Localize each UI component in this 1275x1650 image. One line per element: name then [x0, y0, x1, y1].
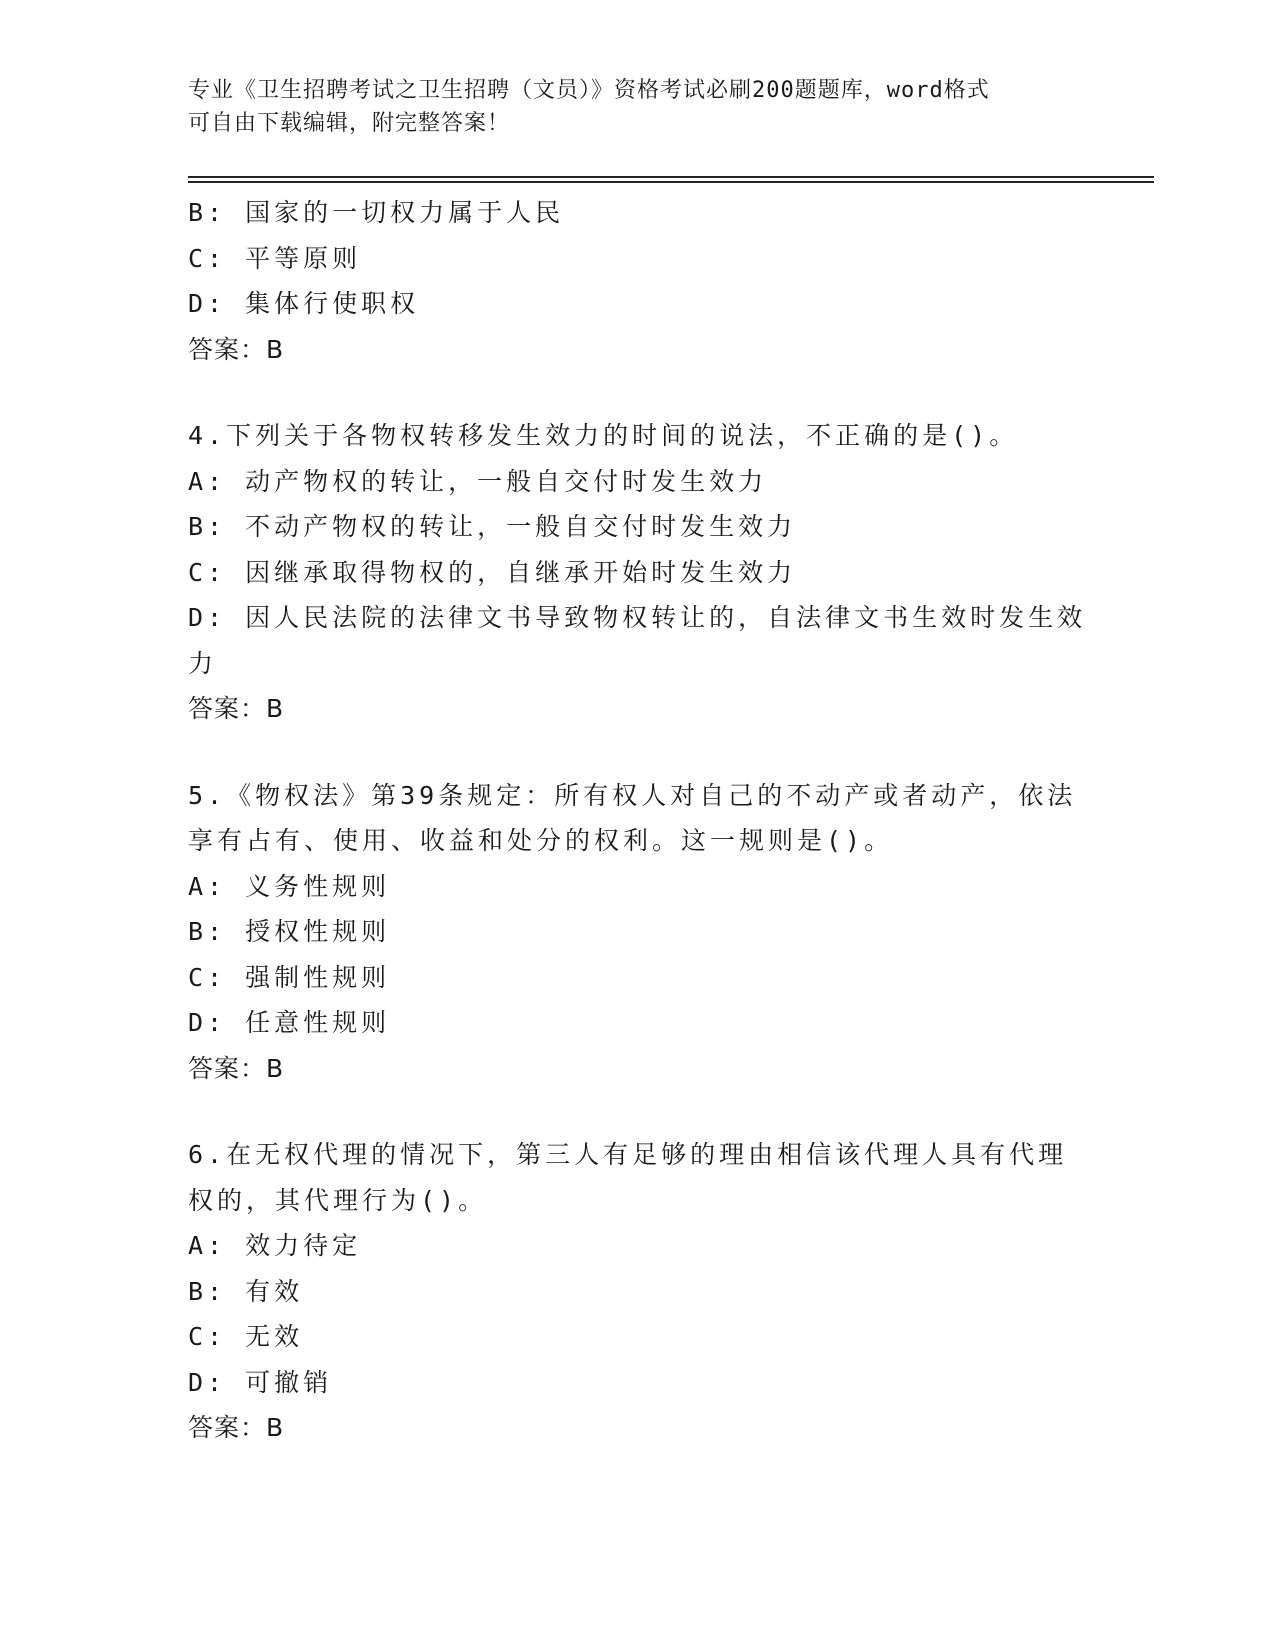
- option-a: A: 动产物权的转让，一般自交付时发生效力: [188, 466, 768, 496]
- question-stem: 4.下列关于各物权转移发生效力的时间的说法，不正确的是()。: [188, 421, 1019, 450]
- option-a: A: 义务性规则: [188, 871, 391, 901]
- answer: 答案：B: [188, 1053, 285, 1083]
- header-rule-top: [188, 176, 1154, 178]
- option-d: D: 因人民法院的法律文书导致物权转让的，自法律文书生效时发生效: [188, 603, 1087, 632]
- option-b: B: 国家的一切权力属于人民: [188, 198, 565, 227]
- question-list: [188, 190, 1088, 1451]
- question-6: [188, 1132, 1088, 1451]
- option-d-continuation: 力: [188, 648, 218, 678]
- header-line-1: 专业《卫生招聘考试之卫生招聘（文员）》资格考试必刷200题题库，word格式: [188, 78, 990, 103]
- header-line-2: 可自由下载编辑，附完整答案！: [188, 111, 511, 136]
- answer: 答案：B: [188, 1413, 285, 1442]
- question-4: [188, 413, 1088, 732]
- option-c: C: 强制性规则: [188, 962, 391, 992]
- document-header: [188, 74, 1068, 140]
- option-b: B: 授权性规则: [188, 917, 391, 946]
- option-d: D: 集体行使职权: [188, 289, 420, 318]
- question-stem-line-1: 6.在无权代理的情况下，第三人有足够的理由相信该代理人具有代理: [188, 1140, 1068, 1169]
- option-a: A: 效力待定: [188, 1231, 362, 1260]
- question-stem-line-2: 权的，其代理行为()。: [188, 1185, 488, 1215]
- option-c: C: 无效: [188, 1322, 304, 1351]
- header-rule-bottom: [188, 181, 1154, 183]
- option-b: B: 有效: [188, 1276, 304, 1306]
- option-d: D: 任意性规则: [188, 1008, 391, 1037]
- option-c: C: 因继承取得物权的，自继承开始时发生效力: [188, 557, 797, 587]
- answer: 答案：B: [188, 334, 285, 364]
- question-stem-line-1: 5.《物权法》第39条规定：所有权人对自己的不动产或者动产，依法: [188, 780, 1077, 810]
- question-5: [188, 773, 1088, 1092]
- option-b: B: 不动产物权的转让，一般自交付时发生效力: [188, 512, 797, 541]
- answer: 答案：B: [188, 694, 285, 723]
- question-3: [188, 190, 1088, 372]
- option-d: D: 可撤销: [188, 1367, 333, 1397]
- option-c: C: 平等原则: [188, 243, 362, 273]
- question-stem-line-2: 享有占有、使用、收益和处分的权利。这一规则是()。: [188, 826, 894, 855]
